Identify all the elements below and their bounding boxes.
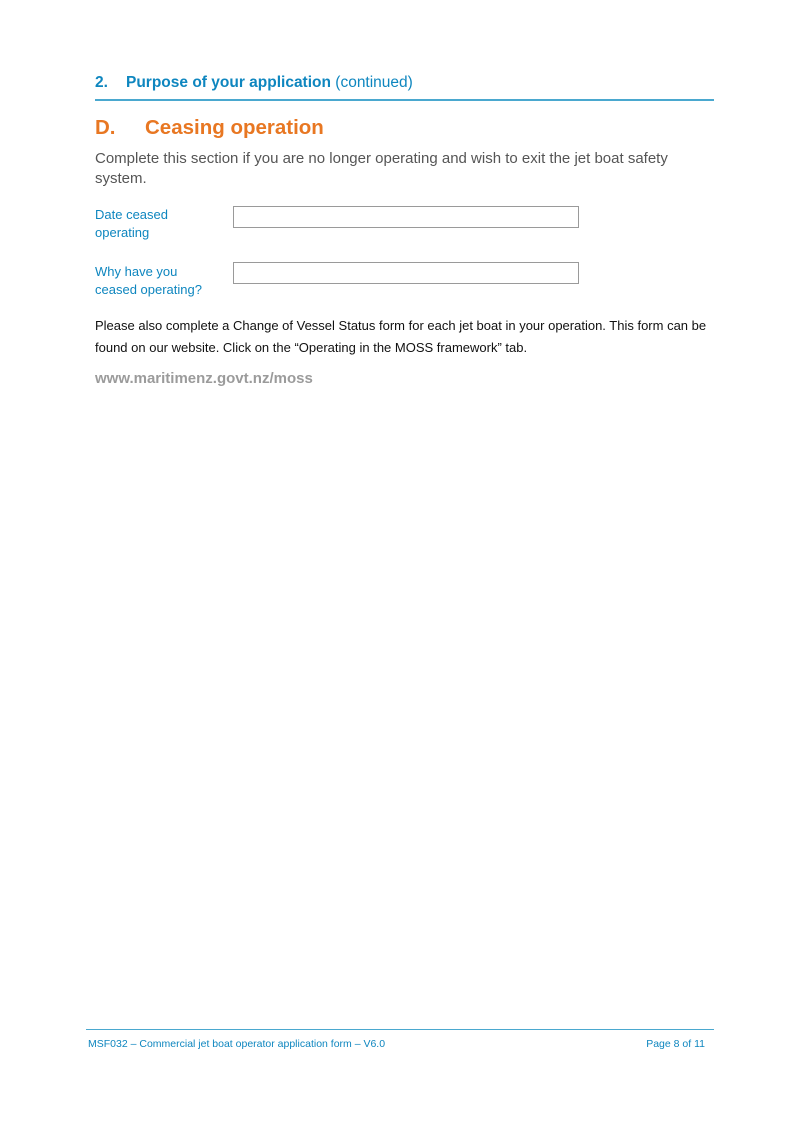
section-number: 2.: [95, 74, 108, 91]
why-ceased-label-line1: Why have you: [95, 264, 178, 279]
why-ceased-label: [95, 263, 225, 299]
section-title: Purpose of your application: [126, 74, 331, 91]
subsection-letter: D.: [95, 116, 116, 139]
section-continued: (continued): [335, 74, 413, 91]
section-header: [95, 74, 714, 92]
change-of-status-note: Please also complete a Change of Vessel Status form for each jet boat in your operation. This form can be found on our website. Click on the “Operating in the MOSS framework” tab.: [95, 318, 707, 355]
subsection-title: Ceasing operation: [145, 116, 324, 139]
date-ceased-label-line1: Date ceased: [95, 207, 168, 222]
date-ceased-label: [95, 206, 225, 242]
date-ceased-label-line2: operating: [95, 225, 150, 240]
header-divider: [95, 99, 714, 101]
subsection-heading: [95, 116, 324, 140]
footer-doc-title: MSF032 – Commercial jet boat operator application form – V6.0: [88, 1038, 386, 1050]
date-ceased-input[interactable]: [233, 206, 579, 228]
why-ceased-input[interactable]: [233, 262, 579, 284]
why-ceased-label-line2: ceased operating?: [95, 282, 202, 297]
footer-page-number: Page 8 of 11: [646, 1038, 705, 1050]
footer-divider: [86, 1029, 714, 1030]
website-link[interactable]: www.maritimenz.govt.nz/moss: [95, 370, 313, 387]
subsection-intro: Complete this section if you are no longer operating and wish to exit the jet boat safety system.: [95, 150, 668, 187]
